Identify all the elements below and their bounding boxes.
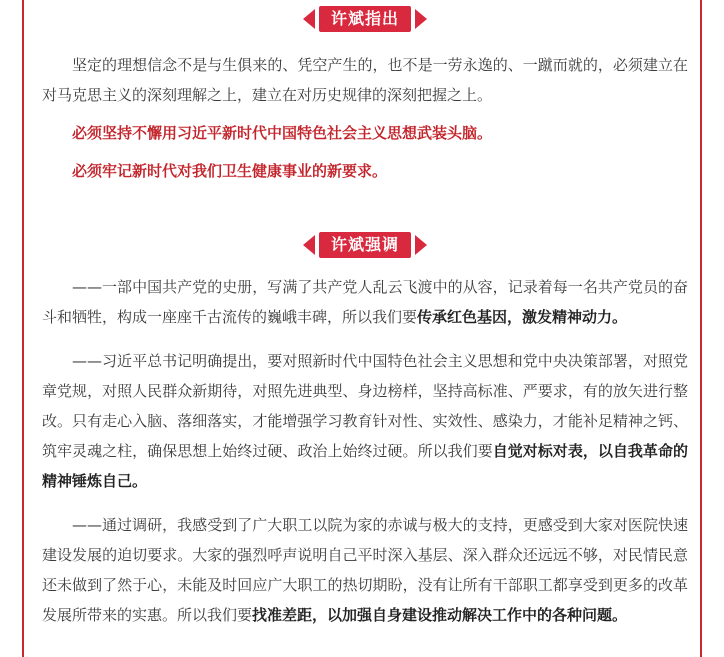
paragraph-research	[42, 510, 688, 630]
paragraph-emphasis: 找准差距，以加强自身建设推动解决工作中的各种问题。	[252, 606, 628, 624]
paragraph-text: ——习近平总书记明确提出，要对照新时代中国特色社会主义思想和党中央决策部署，对照党章党规，对照人民群众新期待，对照先进典型、身边榜样，坚持高标准、严要求，有的放矢进行整改。只有走心入脑、落细落实，才能增强学习教育针对性、实效性、感染力，才能补足精神之钙、筑牢灵魂之柱，确保思想上始终过硬、政治上始终过硬。所以我们要	[42, 352, 688, 460]
section-badge-1	[303, 6, 427, 32]
section-title-1: 许斌指出	[319, 6, 411, 32]
badge-left-arrow-icon	[303, 9, 315, 29]
section-header-1	[42, 6, 688, 46]
badge-right-arrow-icon	[415, 235, 427, 255]
article-content	[42, 0, 688, 630]
paragraph-emphasis: 传承红色基因，激发精神动力。	[417, 308, 628, 326]
highlight-line-1: 必须坚持不懈用习近平新时代中国特色社会主义思想武装头脑。	[72, 124, 493, 142]
paragraph-text: ——一部中国共产党的史册，写满了共产党人乱云飞渡中的从容，记录着每一名共产党员的奋斗和牺牲，构成一座座千古流传的巍峨丰碑，所以我们要	[42, 278, 688, 326]
paragraph-ideals: 坚定的理想信念不是与生俱来的、凭空产生的，也不是一劳永逸的、一蹴而就的，必须建立在对马克思主义的深刻理解之上，建立在对历史规律的深刻把握之上。	[42, 56, 688, 104]
section-badge-2	[303, 232, 427, 258]
section-title-2: 许斌强调	[319, 232, 411, 258]
badge-right-arrow-icon	[415, 9, 427, 29]
paragraph-self-check	[42, 346, 688, 496]
badge-left-arrow-icon	[303, 235, 315, 255]
paragraph-text: ——通过调研，我感受到了广大职工以院为家的赤诚与极大的支持，更感受到大家对医院快速建设发展的迫切要求。大家的强烈呼声说明自己平时深入基层、深入群众还远远不够，对民情民意还未做到了然于心，未能及时回应广大职工的热切期盼，没有让所有干部职工都享受到更多的改革发展所带来的实惠。所以我们要	[42, 516, 688, 624]
paragraph-party-history	[42, 272, 688, 332]
paragraph-emphasis: 自觉对标对表，以自我革命的精神锤炼自己。	[42, 442, 688, 490]
highlight-line-2: 必须牢记新时代对我们卫生健康事业的新要求。	[72, 162, 388, 180]
section-header-2	[42, 232, 688, 272]
